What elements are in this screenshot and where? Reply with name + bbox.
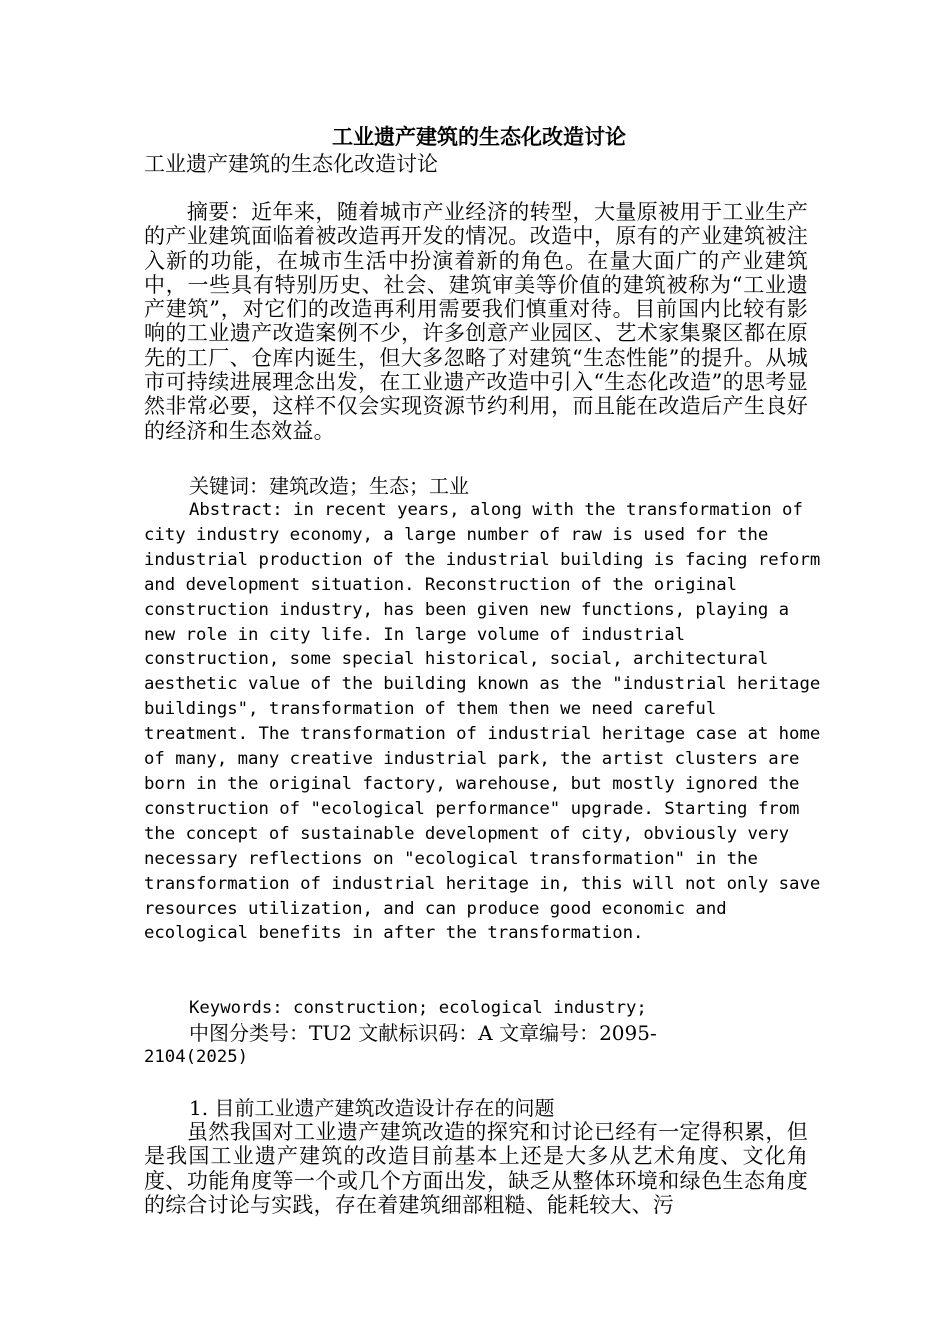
abstract-cn: 摘要：近年来，随着城市产业经济的转型，大量原被用于工业生产的产业建筑面临着被改造再开发的情况。改造中，原有的产业建筑被注入新的功能，在城市生活中扮演着新的角色。在量大面广的产业建筑中，一些具有特别历史、社会、建筑审美等价值的建筑被称为“工业遗产建筑”，对它们的改造再利用需要我们慎重对待。目前国内比较有影响的工业遗产改造案例不少，许多创意产业园区、艺术家集聚区都在原先的工厂、仓库内诞生，但大多忽略了对建筑“生态性能”的提升。从城市可持续进展理念出发，在工业遗产改造中引入“生态化改造”的思考显然非常必要，这样不仅会实现资源节约利用，而且能在改造后产生良好的经济和生态效益。 [144, 200, 808, 443]
classification-line-2: 2104(2025) [144, 1047, 249, 1067]
abstract-en: Abstract: in recent years, along with the transformation of city industry economy, a large number of raw is used for the industrial production of the industrial building is facing reform and development situation. Reconstruction of the original construction industry, has been given new functions, playing a new role in city life. In large volume of industrial construction, some special historical, social, architectural aesthetic value of the building known as the "industrial heritage buildings", transformation of them then we need careful treatment. The transformation of industrial heritage case at home of many, many creative industrial park, the artist clusters are born in the original factory, warehouse, but mostly ignored the construction of "ecological performance" upgrade. Starting from the concept of sustainable development of city, obviously very necessary reflections on "ecological transformation" in the transformation of industrial heritage in, this will not only save resources utilization, and can produce good economic and ecological benefits in after the transformation. [144, 500, 821, 944]
keywords-en: Keywords: construction; ecological industry; [189, 998, 647, 1018]
keywords-cn: 关键词：建筑改造；生态；工业 [189, 474, 469, 498]
document-title: 工业遗产建筑的生态化改造讨论 [332, 125, 626, 149]
document-subtitle: 工业遗产建筑的生态化改造讨论 [144, 152, 438, 176]
classification-line-1: 中图分类号：TU2 文献标识码：A 文章编号：2095- [189, 1021, 657, 1045]
section-1-text: 虽然我国对工业遗产建筑改造的探究和讨论已经有一定得积累，但是我国工业遗产建筑的改造目前基本上还是大多从艺术角度、文化角度、功能角度等一个或几个方面出发，缺乏从整体环境和绿色生态角度的综合讨论与实践，存在着建筑细部粗糙、能耗较大、污 [144, 1120, 808, 1217]
section-1-heading: 1. 目前工业遗产建筑改造设计存在的问题 [189, 1096, 555, 1120]
